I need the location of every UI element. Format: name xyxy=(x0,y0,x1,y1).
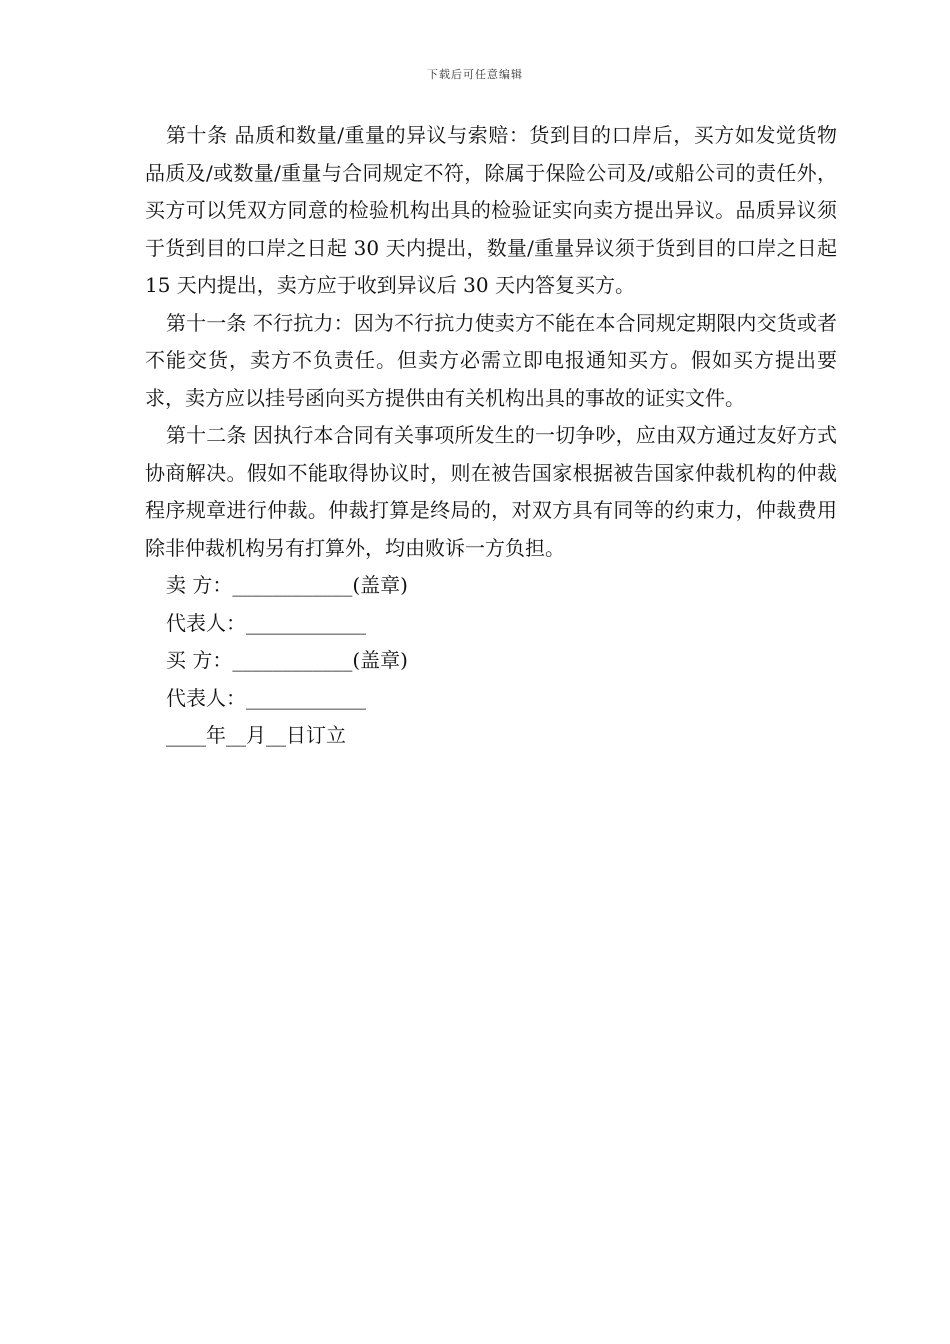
document-body xyxy=(145,117,837,755)
article-10-paragraph: 第十条 品质和数量/重量的异议与索赔：货到目的口岸后，买方如发觉货物品质及/或数量/重量与合同规定不符，除属于保险公司及/或船公司的责任外，买方可以凭双方同意的检验机构出具的检验证实向卖方提出异议。品质异议须于货到目的口岸之日起 30 天内提出，数量/重量异议须于货到目的口岸之日起 15 天内提出，卖方应于收到异议后 30 天内答复买方。 xyxy=(145,123,837,297)
seller-signature-line: 卖 方：____________(盖章) xyxy=(166,573,408,597)
buyer-signature-line: 买 方：____________(盖章) xyxy=(166,648,408,672)
signature-block xyxy=(145,567,837,755)
article-12-paragraph: 第十二条 因执行本合同有关事项所发生的一切争吵，应由双方通过友好方式协商解决。假如不能取得协议时，则在被告国家根据被告国家仲裁机构的仲裁程序规章进行仲裁。仲裁打算是终局的，对双方具有同等的约束力，仲裁费用除非仲裁机构另有打算外，均由败诉一方负担。 xyxy=(145,423,837,560)
signing-date-line: ____年__月__日订立 xyxy=(166,723,346,747)
buyer-representative-line: 代表人：____________ xyxy=(166,685,366,710)
seller-representative-line: 代表人：____________ xyxy=(166,610,366,635)
article-11-paragraph: 第十一条 不行抗力：因为不行抗力使卖方不能在本合同规定期限内交货或者不能交货，卖方不负责任。但卖方必需立即电报通知买方。假如买方提出要求，卖方应以挂号函向买方提供由有关机构出具的事故的证实文件。 xyxy=(145,310,837,410)
header-note: 下载后可任意编辑 xyxy=(427,68,523,81)
